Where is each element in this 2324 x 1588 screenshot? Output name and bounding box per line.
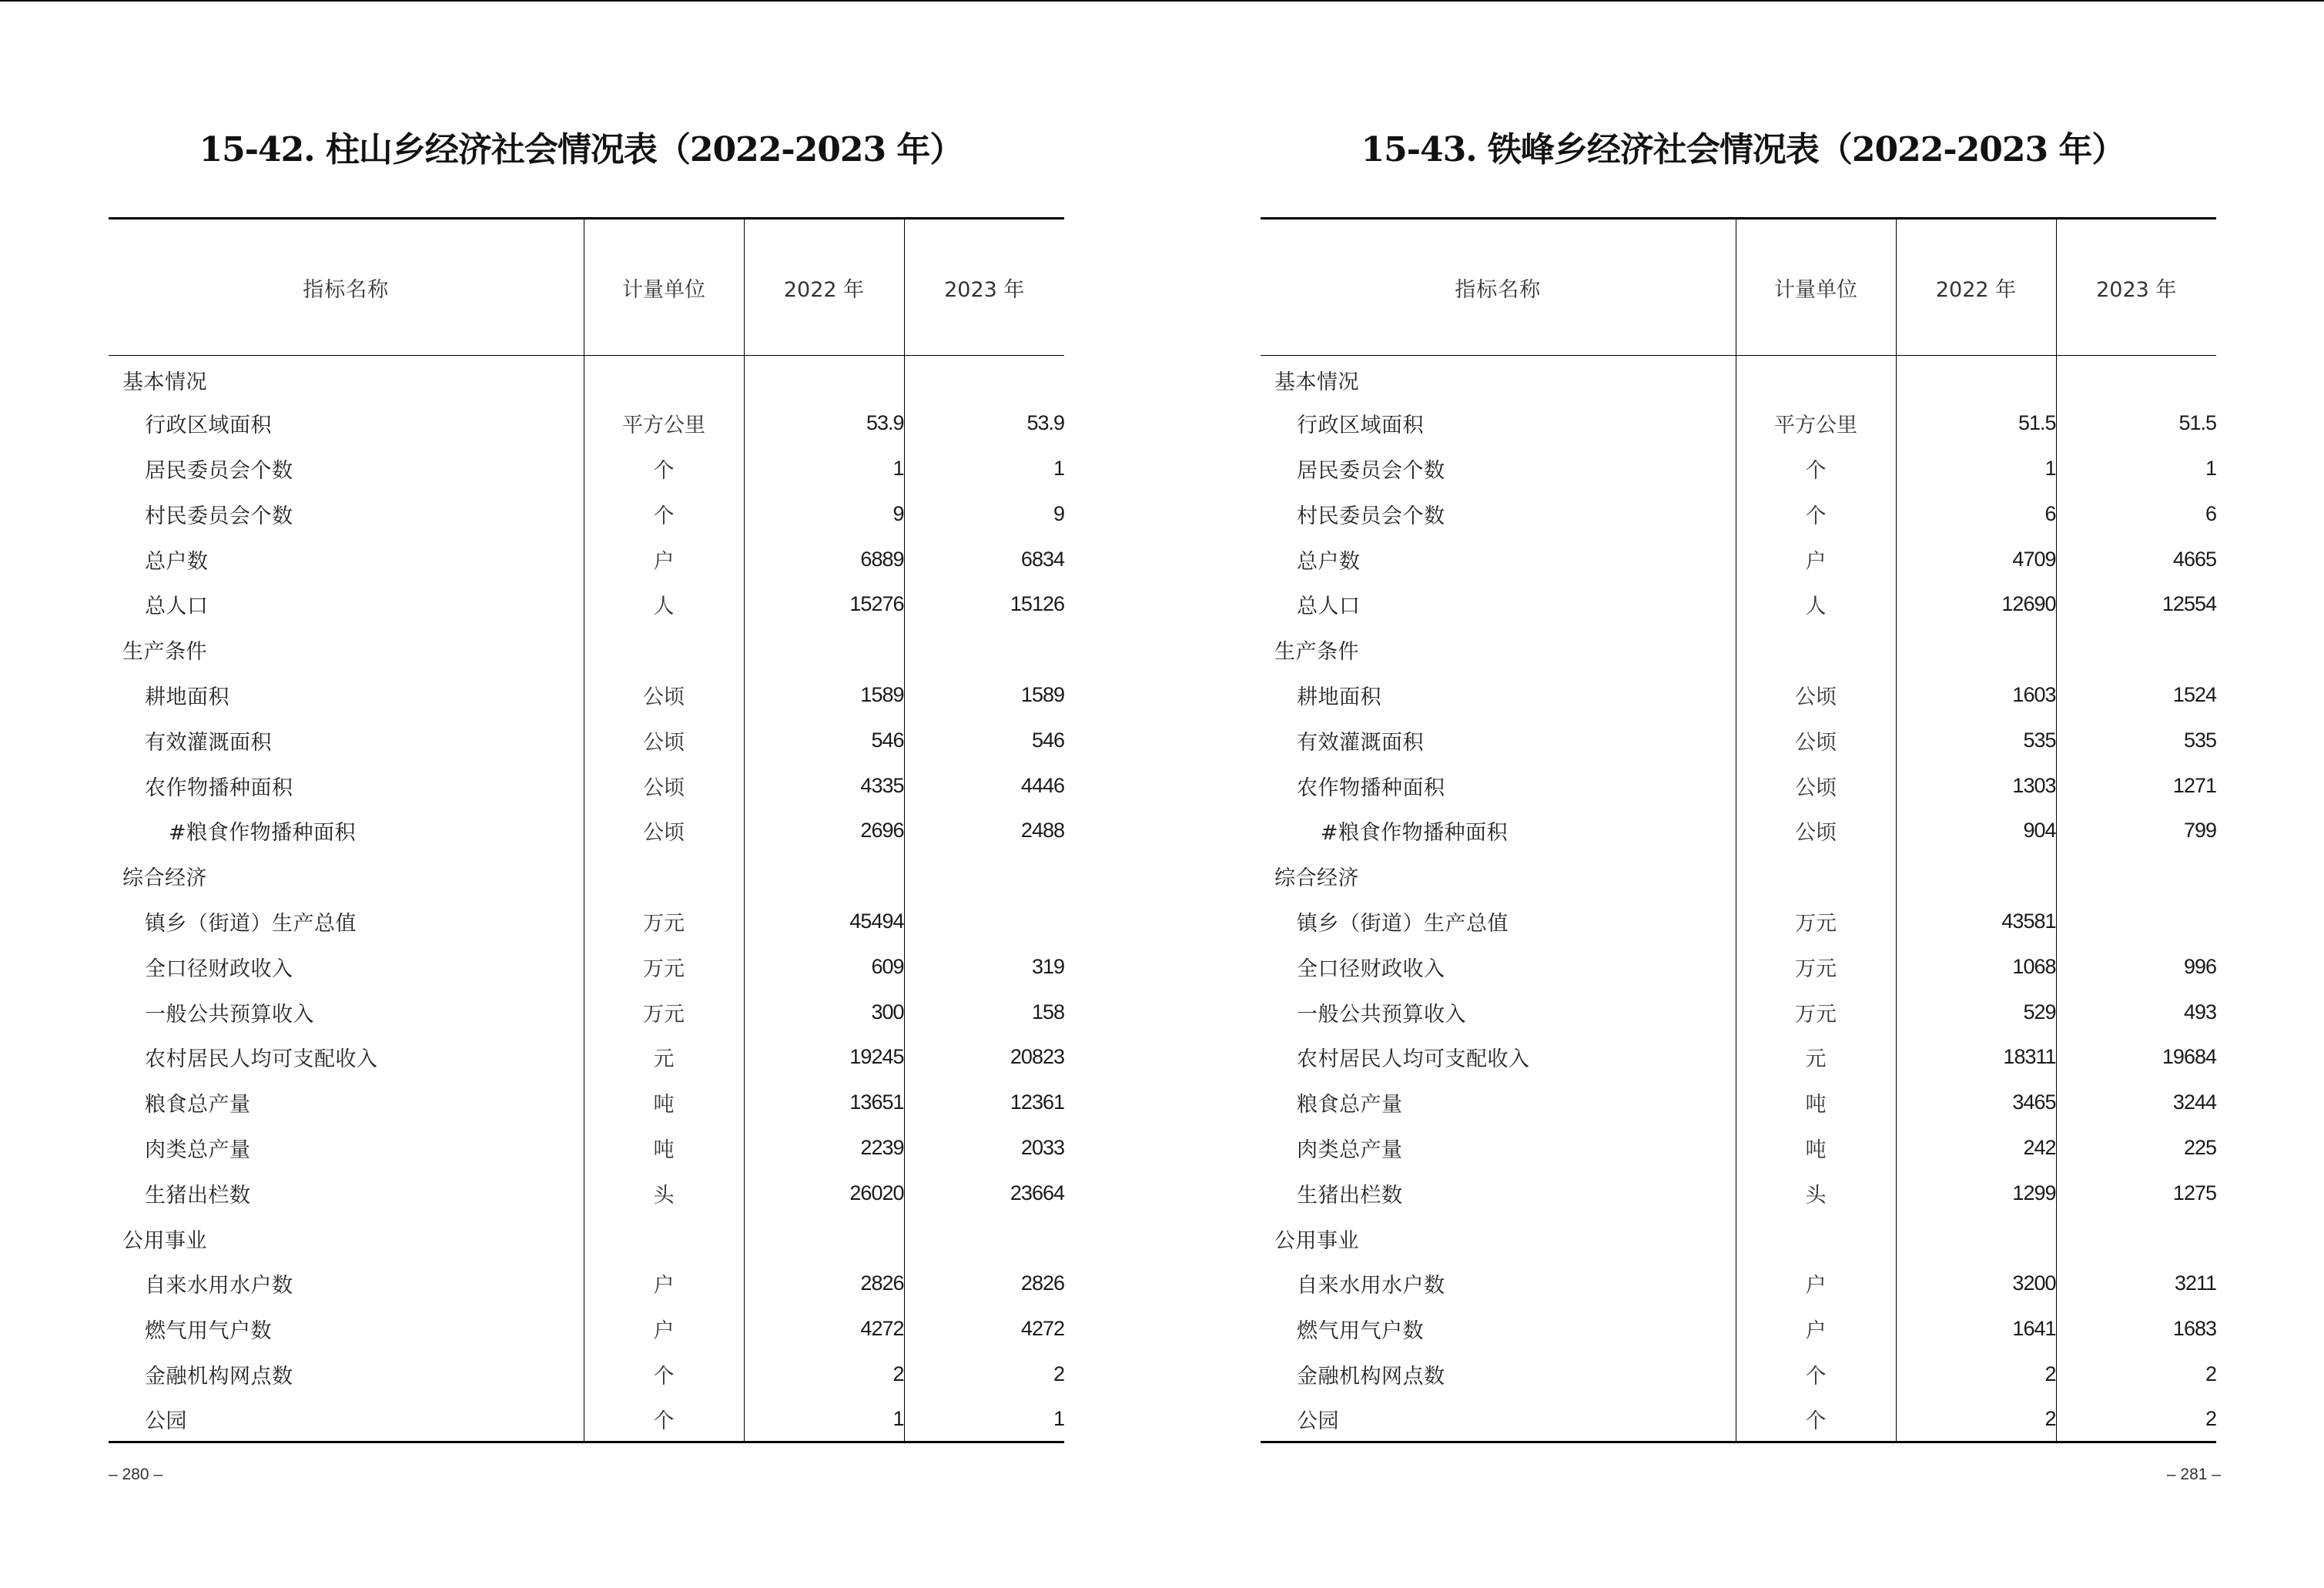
value-2023-cell: 2: [2056, 1352, 2216, 1397]
value-2022-cell: [744, 1216, 904, 1261]
unit-cell: 平方公里: [1736, 400, 1896, 446]
section-row: [109, 356, 1064, 401]
value-2022-cell: 26020: [744, 1171, 904, 1216]
unit-cell: [584, 356, 744, 401]
indicator-name-cell: 行政区域面积: [1297, 414, 1424, 438]
unit-cell: 个: [584, 446, 744, 491]
table-row: [109, 1397, 1064, 1442]
page-title: 15-42. 柱山乡经济社会情况表（2022-2023 年）: [199, 130, 963, 169]
table-row: [109, 1261, 1064, 1306]
value-2023-cell: 1: [2056, 446, 2216, 491]
unit-cell: 吨: [1736, 1125, 1896, 1171]
value-2023-cell: 2488: [904, 808, 1064, 853]
value-2022-cell: 300: [744, 990, 904, 1035]
table-row: [109, 763, 1064, 809]
header-indicator-name: 指标名称: [109, 219, 584, 356]
value-2022-cell: 3200: [1896, 1261, 2056, 1306]
value-2022-cell: 9: [744, 491, 904, 537]
indicator-name-cell: 农作物播种面积: [1297, 776, 1445, 800]
indicator-name-cell: #粮食作物播种面积: [1321, 821, 1509, 846]
value-2022-cell: 2826: [744, 1261, 904, 1306]
table-row: [1261, 400, 2216, 446]
value-2023-cell: 1: [904, 446, 1064, 491]
value-2023-cell: 3211: [2056, 1261, 2216, 1306]
unit-cell: 头: [1736, 1171, 1896, 1216]
value-2022-cell: [744, 627, 904, 672]
table-row: [109, 1171, 1064, 1216]
table-row: [1261, 446, 2216, 491]
section-row: [109, 853, 1064, 899]
table-row: [1261, 672, 2216, 718]
table-row: [1261, 491, 2216, 537]
indicator-name-cell: 金融机构网点数: [145, 1364, 293, 1389]
unit-cell: [584, 853, 744, 899]
value-2023-cell: [904, 899, 1064, 944]
value-2022-cell: 242: [1896, 1125, 2056, 1171]
unit-cell: 公顷: [1736, 718, 1896, 763]
unit-cell: 万元: [1736, 899, 1896, 944]
indicator-name-cell: 行政区域面积: [145, 414, 272, 438]
value-2022-cell: 51.5: [1896, 400, 2056, 446]
value-2023-cell: [904, 356, 1064, 401]
indicator-name-cell: 生产条件: [1274, 640, 1359, 665]
value-2023-cell: 15126: [904, 581, 1064, 627]
value-2023-cell: [2056, 1216, 2216, 1261]
table-row: [109, 1306, 1064, 1352]
table-row: [1261, 1306, 2216, 1352]
table-row: [109, 446, 1064, 491]
section-row: [1261, 356, 2216, 401]
unit-cell: 公顷: [584, 718, 744, 763]
section-row: [109, 1216, 1064, 1261]
table-row: [1261, 763, 2216, 809]
table-row: [1261, 990, 2216, 1035]
unit-cell: [1736, 356, 1896, 401]
unit-cell: 户: [584, 1261, 744, 1306]
indicator-name-cell: 燃气用气户数: [145, 1319, 272, 1344]
table-row: [109, 581, 1064, 627]
indicator-name-cell: 肉类总产量: [145, 1137, 251, 1162]
table-header-row: [1261, 219, 2216, 356]
header-year-2023: 2023 年: [2056, 219, 2216, 356]
value-2023-cell: 23664: [904, 1171, 1064, 1216]
table-row: [109, 491, 1064, 537]
value-2023-cell: 1275: [2056, 1171, 2216, 1216]
unit-cell: 万元: [584, 899, 744, 944]
indicator-name-cell: 公园: [1261, 1397, 1736, 1442]
indicator-name-cell: 肉类总产量: [1297, 1137, 1403, 1162]
indicator-name-cell: 农村居民人均可支配收入: [1297, 1047, 1530, 1072]
value-2023-cell: 1524: [2056, 672, 2216, 718]
unit-cell: 个: [584, 491, 744, 537]
unit-cell: [584, 1216, 744, 1261]
value-2023-cell: [904, 1216, 1064, 1261]
value-2023-cell: 158: [904, 990, 1064, 1035]
unit-cell: 个: [1736, 1397, 1896, 1442]
value-2022-cell: 904: [1896, 808, 2056, 853]
value-2023-cell: 1271: [2056, 763, 2216, 809]
table-row: [109, 1352, 1064, 1397]
page-number: – 280 –: [109, 1466, 163, 1483]
value-2023-cell: 51.5: [2056, 400, 2216, 446]
unit-cell: 吨: [584, 1080, 744, 1125]
table-row: [1261, 1034, 2216, 1080]
value-2023-cell: 225: [2056, 1125, 2216, 1171]
value-2023-cell: 1589: [904, 672, 1064, 718]
table-row: [109, 672, 1064, 718]
unit-cell: 万元: [1736, 944, 1896, 990]
value-2022-cell: 18311: [1896, 1034, 2056, 1080]
value-2022-cell: 529: [1896, 990, 2056, 1035]
unit-cell: 吨: [1736, 1080, 1896, 1125]
value-2022-cell: 3465: [1896, 1080, 2056, 1125]
unit-cell: 元: [584, 1034, 744, 1080]
unit-cell: 万元: [1736, 990, 1896, 1035]
table-row: [109, 400, 1064, 446]
section-row: [1261, 627, 2216, 672]
value-2022-cell: 609: [744, 944, 904, 990]
table-header-row: [109, 219, 1064, 356]
indicator-name-cell: 农村居民人均可支配收入: [145, 1047, 378, 1072]
value-2023-cell: [904, 853, 1064, 899]
table-row: [1261, 581, 2216, 627]
value-2023-cell: 2826: [904, 1261, 1064, 1306]
value-2022-cell: 1068: [1896, 944, 2056, 990]
value-2022-cell: 2: [744, 1352, 904, 1397]
indicator-name-cell: 粮食总产量: [145, 1093, 251, 1117]
table-row: [1261, 1352, 2216, 1397]
unit-cell: 个: [1736, 446, 1896, 491]
value-2022-cell: [1896, 356, 2056, 401]
header-year-2022: 2022 年: [1896, 219, 2056, 356]
table-row: [109, 944, 1064, 990]
indicator-name-cell: 总人口: [1297, 595, 1361, 619]
unit-cell: 户: [584, 1306, 744, 1352]
value-2023-cell: 12554: [2056, 581, 2216, 627]
indicator-name-cell: 居民委员会个数: [1297, 458, 1445, 483]
value-2022-cell: 1303: [1896, 763, 2056, 809]
value-2023-cell: 1: [904, 1397, 1064, 1442]
header-indicator-name: 指标名称: [1261, 219, 1736, 356]
indicator-name-cell: 综合经济: [1274, 866, 1359, 891]
value-2023-cell: 3244: [2056, 1080, 2216, 1125]
unit-cell: [1736, 1216, 1896, 1261]
table-row: [109, 990, 1064, 1035]
value-2023-cell: 2: [2056, 1397, 2216, 1442]
value-2023-cell: [2056, 899, 2216, 944]
value-2022-cell: 45494: [744, 899, 904, 944]
indicator-name-cell: 农作物播种面积: [145, 776, 293, 800]
value-2022-cell: 1641: [1896, 1306, 2056, 1352]
indicator-name-cell: 公园: [109, 1397, 584, 1442]
value-2022-cell: 19245: [744, 1034, 904, 1080]
table-row: [1261, 537, 2216, 582]
unit-cell: 万元: [584, 944, 744, 990]
table-row: [1261, 1397, 2216, 1442]
unit-cell: 公顷: [584, 763, 744, 809]
value-2023-cell: [2056, 627, 2216, 672]
indicator-name-cell: 生猪出栏数: [1297, 1183, 1403, 1208]
value-2022-cell: 13651: [744, 1080, 904, 1125]
indicator-name-cell: 自来水用水户数: [1297, 1274, 1445, 1298]
header-year-2022: 2022 年: [744, 219, 904, 356]
unit-cell: 个: [584, 1397, 744, 1442]
value-2022-cell: 15276: [744, 581, 904, 627]
section-row: [109, 627, 1064, 672]
unit-cell: 户: [584, 537, 744, 582]
unit-cell: 户: [1736, 537, 1896, 582]
value-2023-cell: 53.9: [904, 400, 1064, 446]
unit-cell: 人: [1736, 581, 1896, 627]
table-row: [1261, 1125, 2216, 1171]
value-2023-cell: 1683: [2056, 1306, 2216, 1352]
value-2022-cell: 6889: [744, 537, 904, 582]
unit-cell: 公顷: [1736, 672, 1896, 718]
value-2023-cell: 4446: [904, 763, 1064, 809]
value-2023-cell: [2056, 853, 2216, 899]
value-2022-cell: 1: [1896, 446, 2056, 491]
unit-cell: 万元: [584, 990, 744, 1035]
value-2022-cell: 2239: [744, 1125, 904, 1171]
value-2022-cell: 4335: [744, 763, 904, 809]
table-row: [1261, 1080, 2216, 1125]
value-2023-cell: 2033: [904, 1125, 1064, 1171]
unit-cell: 公顷: [584, 672, 744, 718]
indicator-name-cell: 一般公共预算收入: [1297, 1002, 1466, 1027]
indicator-name-cell: 基本情况: [1274, 370, 1359, 394]
value-2022-cell: 535: [1896, 718, 2056, 763]
unit-cell: 元: [1736, 1034, 1896, 1080]
indicator-name-cell: 粮食总产量: [1297, 1093, 1403, 1117]
value-2022-cell: 6: [1896, 491, 2056, 537]
indicator-name-cell: 村民委员会个数: [1297, 504, 1445, 528]
value-2022-cell: 43581: [1896, 899, 2056, 944]
value-2023-cell: 493: [2056, 990, 2216, 1035]
indicator-name-cell: 总人口: [145, 595, 209, 619]
value-2022-cell: [1896, 627, 2056, 672]
value-2022-cell: 546: [744, 718, 904, 763]
value-2022-cell: [1896, 1216, 2056, 1261]
value-2023-cell: [2056, 356, 2216, 401]
indicator-name-cell: 有效灌溉面积: [145, 730, 272, 755]
value-2023-cell: [904, 627, 1064, 672]
unit-cell: [1736, 853, 1896, 899]
value-2022-cell: 1589: [744, 672, 904, 718]
value-2022-cell: [744, 853, 904, 899]
indicator-name-cell: 基本情况: [122, 370, 207, 394]
value-2023-cell: 6: [2056, 491, 2216, 537]
indicator-name-cell: 一般公共预算收入: [145, 1002, 314, 1027]
unit-cell: 个: [584, 1352, 744, 1397]
table-row: [109, 718, 1064, 763]
table-row: [109, 537, 1064, 582]
header-year-2023: 2023 年: [904, 219, 1064, 356]
table-row: [1261, 944, 2216, 990]
unit-cell: 公顷: [584, 808, 744, 853]
value-2023-cell: 9: [904, 491, 1064, 537]
page-right: [1162, 0, 2324, 1588]
indicator-name-cell: 综合经济: [122, 866, 207, 891]
indicator-name-cell: 生产条件: [122, 640, 207, 665]
indicator-name-cell: 全口径财政收入: [145, 956, 293, 981]
section-row: [1261, 1216, 2216, 1261]
stats-table: [109, 217, 1064, 1443]
value-2023-cell: 546: [904, 718, 1064, 763]
value-2022-cell: 53.9: [744, 400, 904, 446]
value-2022-cell: 2696: [744, 808, 904, 853]
header-unit: 计量单位: [584, 219, 744, 356]
indicator-name-cell: 生猪出栏数: [145, 1183, 251, 1208]
value-2022-cell: 1: [744, 1397, 904, 1442]
unit-cell: 个: [1736, 491, 1896, 537]
value-2023-cell: 6834: [904, 537, 1064, 582]
stats-table: [1261, 217, 2216, 1443]
value-2022-cell: 4709: [1896, 537, 2056, 582]
value-2023-cell: 799: [2056, 808, 2216, 853]
indicator-name-cell: 镇乡（街道）生产总值: [145, 911, 357, 936]
value-2023-cell: 535: [2056, 718, 2216, 763]
page-title: 15-43. 铁峰乡经济社会情况表（2022-2023 年）: [1361, 130, 2125, 169]
table-row: [1261, 1261, 2216, 1306]
value-2022-cell: 1603: [1896, 672, 2056, 718]
table-row: [109, 899, 1064, 944]
value-2023-cell: 19684: [2056, 1034, 2216, 1080]
value-2023-cell: 319: [904, 944, 1064, 990]
indicator-name-cell: 总户数: [145, 549, 209, 574]
value-2022-cell: 1: [744, 446, 904, 491]
value-2022-cell: [1896, 853, 2056, 899]
indicator-name-cell: 燃气用气户数: [1297, 1319, 1424, 1344]
indicator-name-cell: 耕地面积: [1297, 685, 1381, 709]
indicator-name-cell: 金融机构网点数: [1297, 1364, 1445, 1389]
indicator-name-cell: 镇乡（街道）生产总值: [1297, 911, 1509, 936]
table-row: [1261, 808, 2216, 853]
value-2023-cell: 20823: [904, 1034, 1064, 1080]
value-2023-cell: 4665: [2056, 537, 2216, 582]
table-row: [109, 1034, 1064, 1080]
indicator-name-cell: 村民委员会个数: [145, 504, 293, 528]
unit-cell: 公顷: [1736, 763, 1896, 809]
value-2022-cell: 2: [1896, 1397, 2056, 1442]
unit-cell: 头: [584, 1171, 744, 1216]
table-row: [109, 1080, 1064, 1125]
header-unit: 计量单位: [1736, 219, 1896, 356]
value-2022-cell: 1299: [1896, 1171, 2056, 1216]
value-2022-cell: [744, 356, 904, 401]
unit-cell: [584, 627, 744, 672]
value-2022-cell: 12690: [1896, 581, 2056, 627]
table-row: [1261, 899, 2216, 944]
indicator-name-cell: 总户数: [1297, 549, 1361, 574]
value-2023-cell: 2: [904, 1352, 1064, 1397]
unit-cell: [1736, 627, 1896, 672]
unit-cell: 户: [1736, 1306, 1896, 1352]
indicator-name-cell: 全口径财政收入: [1297, 956, 1445, 981]
value-2023-cell: 12361: [904, 1080, 1064, 1125]
value-2022-cell: 2: [1896, 1352, 2056, 1397]
value-2023-cell: 996: [2056, 944, 2216, 990]
unit-cell: 户: [1736, 1261, 1896, 1306]
value-2022-cell: 4272: [744, 1306, 904, 1352]
table-row: [109, 808, 1064, 853]
indicator-name-cell: 居民委员会个数: [145, 458, 293, 483]
indicator-name-cell: 公用事业: [1274, 1228, 1359, 1253]
value-2023-cell: 4272: [904, 1306, 1064, 1352]
indicator-name-cell: #粮食作物播种面积: [169, 821, 357, 846]
unit-cell: 个: [1736, 1352, 1896, 1397]
table-row: [1261, 1171, 2216, 1216]
unit-cell: 平方公里: [584, 400, 744, 446]
unit-cell: 人: [584, 581, 744, 627]
table-row: [109, 1125, 1064, 1171]
page-number: – 281 –: [2166, 1466, 2221, 1483]
indicator-name-cell: 自来水用水户数: [145, 1274, 293, 1298]
table-row: [1261, 718, 2216, 763]
indicator-name-cell: 有效灌溉面积: [1297, 730, 1424, 755]
section-row: [1261, 853, 2216, 899]
unit-cell: 吨: [584, 1125, 744, 1171]
indicator-name-cell: 公用事业: [122, 1228, 207, 1253]
indicator-name-cell: 耕地面积: [145, 685, 229, 709]
unit-cell: 公顷: [1736, 808, 1896, 853]
